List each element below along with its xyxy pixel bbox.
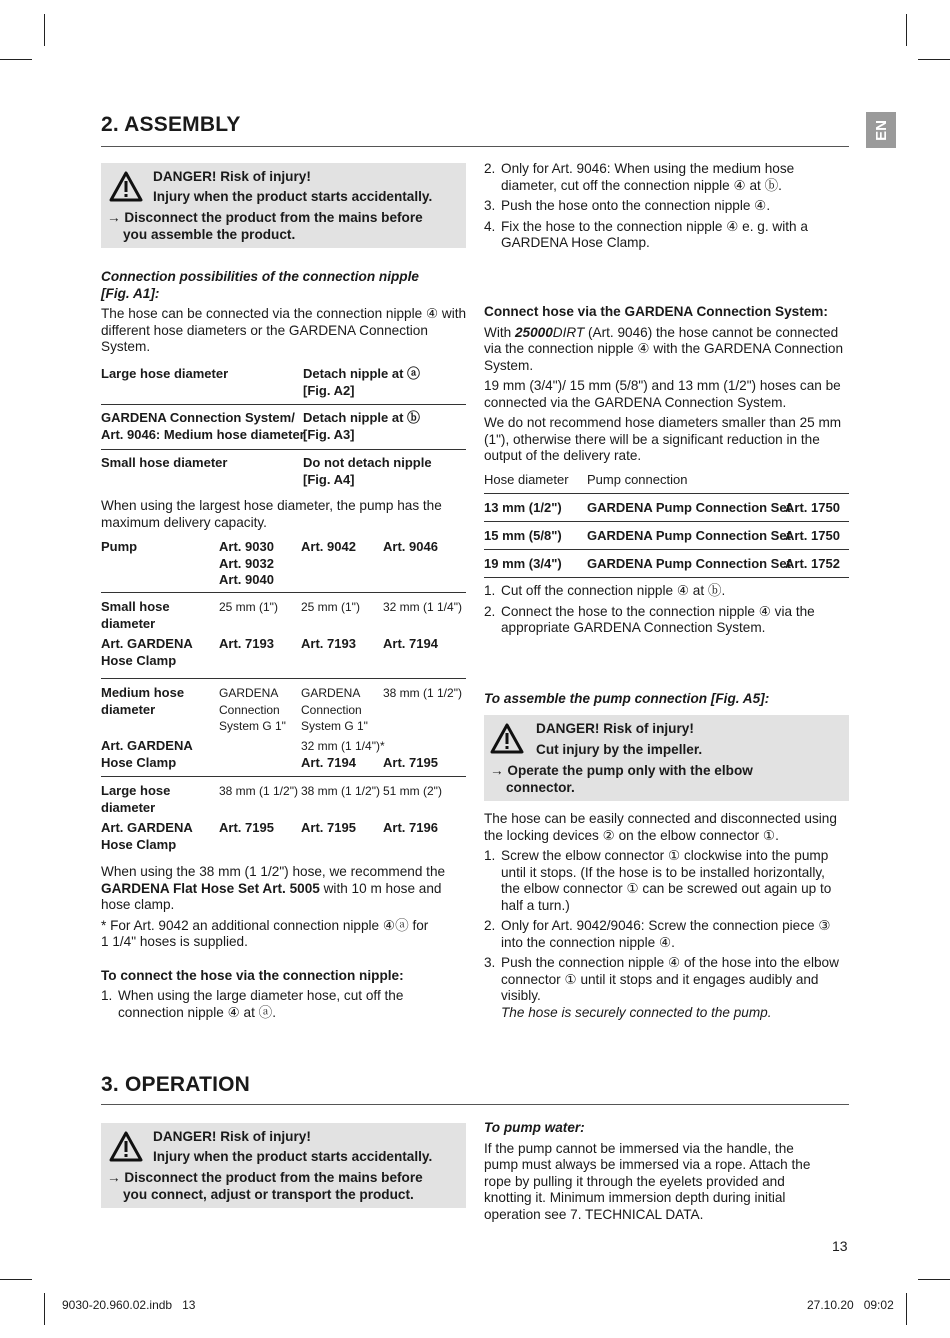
option-left: Small hose diameter [101, 455, 228, 470]
flat-hose-text [101, 864, 467, 914]
product-name-suffix: DIRT [552, 324, 585, 340]
table-rule [484, 521, 849, 522]
crop-mark [906, 1293, 907, 1325]
footnote: * For Art. 9042 an additional connection nipple ④ⓐ for 1 1/4" hoses is supplied. [101, 917, 429, 949]
crop-mark [0, 1279, 32, 1280]
left-column [101, 269, 467, 356]
cell: GARDENA Pump Connection Set [587, 500, 791, 515]
option-left: Large hose diameter [101, 366, 229, 381]
danger-heading: DANGER! Risk of injury! [536, 721, 694, 736]
cell: Art. 1750 [785, 528, 840, 543]
conn-sys-steps [484, 583, 834, 637]
language-tab [866, 112, 896, 148]
cell: 25 mm (1") [219, 600, 278, 614]
step-text: When using the large diameter hose, cut off the connection nipple ④ at ⓐ. [118, 988, 404, 1020]
pump-header: Art. 9030 Art. 9032 Art. 9040 [219, 539, 274, 587]
assemble-heading-block [484, 691, 850, 708]
cell: GARDENA Pump Connection Set [587, 556, 791, 571]
page-number: 13 [832, 1238, 848, 1254]
language-tab-label: EN [872, 119, 890, 141]
danger-box-impeller [484, 715, 849, 801]
danger-action-cont: connector. [506, 780, 575, 795]
danger-action-cont: you connect, adjust or transport the product. [123, 1187, 414, 1202]
table-rule [101, 678, 466, 679]
pump-water-block [484, 1120, 824, 1223]
conn-sys-text [484, 325, 850, 375]
cell: 38 mm (1 1/2") [219, 784, 298, 798]
list-item: 1. Cut off the connection nipple ④ at ⓑ. [484, 583, 726, 598]
option-left: GARDENA Connection System/ Art. 9046: Medium hose diameter [101, 410, 305, 442]
cell: 32 mm (1 1/4") [383, 600, 462, 614]
danger-box-assembly [101, 163, 466, 248]
cell: 38 mm (1 1/2") [301, 784, 380, 798]
flat-hose-block [101, 864, 467, 1021]
cell: GARDENA Connection System G 1" [219, 686, 286, 733]
list-item: 4. Fix the hose to the connection nipple ④ e. g. with a GARDENA Hose Clamp. [484, 218, 808, 250]
row-label: Small hose diameter [101, 599, 170, 631]
footer-file: 9030-20.960.02.indb 13 [62, 1298, 196, 1312]
conn-sys-text: We do not recommend hose diameters smaller than 25 mm (1"), otherwise there will be a significant reduction in the output of the delivery rate. [484, 415, 842, 463]
cell: GARDENA Pump Connection Set [587, 528, 791, 543]
right-steps [484, 161, 830, 252]
list-item: 2. Only for Art. 9042/9046: Screw the connection piece ③ into the connection nipple ④. [484, 918, 831, 950]
cell: Art. 7193 [301, 636, 356, 651]
step-text: Only for Art. 9046: When using the medium hose diameter, cut off the connection nipple ④ at ⓑ. [501, 161, 795, 193]
list-item: 3. Push the connection nipple ④ of the hose into the elbow connector ① until it stops and it engages audibly and visibly. The hose is securely connected to the pump. [484, 955, 839, 1020]
danger-text: Cut injury by the impeller. [536, 742, 703, 757]
table-header: Pump connection [587, 472, 688, 487]
danger-heading: DANGER! Risk of injury! [153, 1129, 311, 1144]
cell: 25 mm (1") [301, 600, 360, 614]
step-text: Push the hose onto the connection nipple ④. [501, 198, 771, 213]
elbow-block [484, 811, 850, 1021]
elbow-text: The hose can be easily connected and disconnected using the locking devices ② on the elbow connector ①. [484, 811, 837, 843]
cell: Art. 7195 [383, 755, 438, 770]
row-label: Art. GARDENA Hose Clamp [101, 636, 193, 668]
connection-heading: Connection possibilities of the connection nipple [101, 269, 419, 284]
conn-sys-text: 19 mm (3/4")/ 15 mm (5/8") and 13 mm (1/2") hoses can be connected via the GARDENA Connection System. [484, 378, 841, 410]
flat-hose-text-a: When using the 38 mm (1 1/2") hose, we recommend the [101, 864, 446, 879]
elbow-steps [484, 848, 844, 1021]
step-text: Screw the elbow connector ① clockwise into the pump until it stops. (If the hose is to be installed horizontally, the elbow connector ① can be screwed out again up to half a turn.) [501, 848, 832, 913]
right-steps-block [484, 161, 830, 252]
warning-triangle-icon [109, 1131, 143, 1163]
cell: 15 mm (5/8") [484, 528, 562, 543]
step-text: Cut off the connection nipple ④ at ⓑ. [501, 583, 726, 598]
list-item: 3. Push the hose onto the connection nipple ④. [484, 198, 771, 213]
list-item: 2. Only for Art. 9046: When using the medium hose diameter, cut off the connection nipple ④ at ⓑ. [484, 161, 795, 193]
nipple-steps [101, 988, 467, 1021]
crop-mark [918, 59, 950, 60]
conn-sys-text-d: (Art. 9046) the hose cannot be connected via the connection nipple ④ with the GARDENA Connection System. [484, 324, 844, 373]
cell: Art. 1750 [785, 500, 840, 515]
conn-sys-heading: Connect hose via the GARDENA Connection System: [484, 304, 828, 319]
list-item: 1. When using the large diameter hose, cut off the connection nipple ④ at ⓐ. [101, 988, 404, 1020]
list-item: 2. Connect the hose to the connection nipple ④ via the appropriate GARDENA Connection System. [484, 603, 815, 635]
step-text: Fix the hose to the connection nipple ④ e. g. with a GARDENA Hose Clamp. [501, 218, 808, 250]
cell: Art. 7196 [383, 820, 438, 835]
cell: Art. 1752 [785, 556, 840, 571]
danger-action: → Operate the pump only with the elbow [490, 763, 753, 778]
warning-triangle-icon [109, 171, 143, 203]
step-result: The hose is securely connected to the pump. [501, 1004, 772, 1020]
pump-water-heading: To pump water: [484, 1120, 585, 1135]
table-rule [101, 776, 466, 777]
table-rule [101, 404, 466, 405]
crop-mark [906, 14, 907, 46]
product-name: 25000 [514, 324, 553, 340]
cell: Art. 7195 [219, 820, 274, 835]
danger-action: → Disconnect the product from the mains before [107, 1170, 423, 1185]
option-right: Detach nipple at ⓐ [Fig. A2] [303, 366, 421, 398]
cell: Art. 7194 [301, 755, 356, 770]
list-item: 1. Screw the elbow connector ① clockwise into the pump until it stops. (If the hose is to be installed horizontally, the elbow connector ① can be screwed out again up to half a turn.) [484, 848, 832, 913]
option-right: Do not detach nipple [Fig. A4] [303, 455, 432, 487]
pump-water-text: If the pump cannot be immersed via the handle, the pump must always be immersed via a rope. Attach the rope by pulling it through the eyelets provided and knotting it. Minimum immersion depth during initial operation see 7. TECHNICAL DATA. [484, 1140, 811, 1222]
option-right: Detach nipple at ⓑ [Fig. A3] [303, 410, 421, 442]
table-header: Hose diameter [484, 472, 569, 487]
cell: Art. 7193 [219, 636, 274, 651]
crop-mark [0, 59, 32, 60]
warning-triangle-icon [490, 723, 524, 755]
section-title-assembly: 2. ASSEMBLY [101, 113, 241, 136]
largest-text: When using the largest hose diameter, the pump has the maximum delivery capacity. [101, 498, 442, 530]
flat-hose-product: GARDENA Flat Hose Set Art. 5005 [101, 880, 320, 896]
step-text: Connect the hose to the connection nipple ④ via the appropriate GARDENA Connection System. [501, 603, 815, 635]
table-rule [484, 549, 849, 550]
footer-date: 27.10.20 09:02 [807, 1298, 894, 1312]
danger-text: Injury when the product starts accidentally. [153, 189, 433, 204]
conn-sys-text-a: With [484, 324, 515, 340]
largest-text-block [101, 498, 467, 531]
connection-text: The hose can be connected via the connection nipple ④ with different hose diameters or the GARDENA Connection System. [101, 306, 467, 354]
conn-sys-steps-block [484, 583, 834, 637]
row-label: Art. GARDENA Hose Clamp [101, 738, 193, 770]
table-rule [101, 449, 466, 450]
section-rule [101, 146, 849, 147]
danger-heading: DANGER! Risk of injury! [153, 169, 311, 184]
section-title-operation: 3. OPERATION [101, 1073, 251, 1096]
pump-header: Pump [101, 539, 138, 554]
table-rule [484, 493, 849, 494]
nipple-heading: To connect the hose via the connection nipple: [101, 967, 404, 983]
cell: Art. 7194 [383, 636, 438, 651]
row-label: Art. GARDENA Hose Clamp [101, 820, 193, 852]
row-label: Large hose diameter [101, 783, 171, 815]
danger-text: Injury when the product starts accidentally. [153, 1149, 433, 1164]
connection-heading-fig: [Fig. A1]: [101, 285, 160, 301]
crop-mark [44, 1293, 45, 1325]
table-rule [484, 577, 849, 578]
cell: 51 mm (2") [383, 784, 442, 798]
assemble-heading: To assemble the pump connection [Fig. A5]: [484, 691, 770, 706]
connection-system-block [484, 304, 850, 465]
table-rule [101, 592, 466, 593]
cell: Art. 7195 [301, 820, 356, 835]
cell: 19 mm (3/4") [484, 556, 562, 571]
danger-action-cont: you assemble the product. [123, 227, 296, 242]
cell: 13 mm (1/2") [484, 500, 562, 515]
cell: 38 mm (1 1/2") [383, 686, 462, 700]
cell: 32 mm (1 1/4")* [301, 739, 385, 753]
step-text: Only for Art. 9042/9046: Screw the connection piece ③ into the connection nipple ④. [501, 918, 831, 950]
row-label: Medium hose diameter [101, 685, 185, 717]
section-rule [101, 1104, 849, 1105]
danger-action: → Disconnect the product from the mains before [107, 210, 423, 225]
crop-mark [918, 1279, 950, 1280]
cell: GARDENA Connection System G 1" [301, 686, 368, 733]
flat-hose-text-c: with 10 m hose and hose clamp. [101, 880, 442, 912]
step-text: Push the connection nipple ④ of the hose into the elbow connector ① until it stops and it engages audibly and visibly. [501, 955, 839, 1003]
danger-box-operation [101, 1123, 466, 1208]
pump-header: Art. 9046 [383, 539, 438, 554]
crop-mark [44, 14, 45, 46]
pump-header: Art. 9042 [301, 539, 356, 554]
